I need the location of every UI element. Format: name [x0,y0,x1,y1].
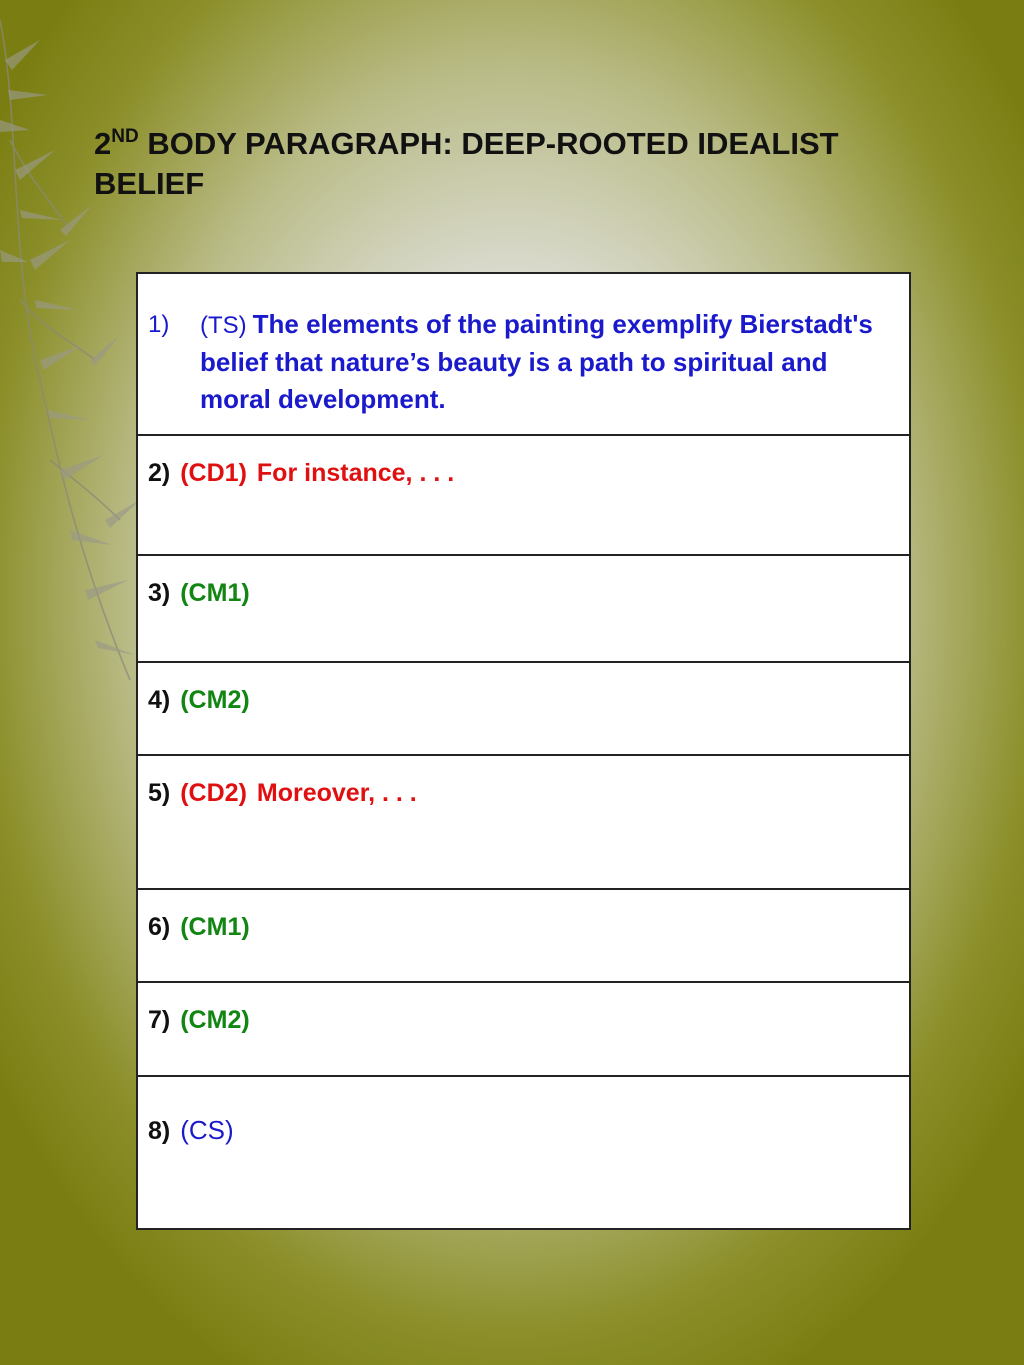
concrete-detail-text: Moreover, . . . [256,779,417,807]
outline-cell-topic [137,273,910,435]
title-text: BODY PARAGRAPH: DEEP-ROOTED IDEALIST BELIEF [94,126,839,201]
row-number: 5) [148,779,171,807]
title-superscript: ND [111,126,139,147]
outline-cell [137,662,910,755]
table-row [137,889,910,982]
title-number: 2 [94,126,112,161]
topic-sentence-tag: (TS) [200,312,247,339]
bamboo-branch-icon [0,0,150,700]
outline-cell [137,982,910,1076]
row-number: 8) [148,1117,171,1145]
table-row [137,982,910,1076]
concluding-sentence-tag: (CS) [180,1115,234,1145]
commentary-tag: (CM1) [180,913,250,941]
row-number: 6) [148,913,171,941]
outline-cell [137,889,910,982]
row-number: 2) [148,459,171,487]
concrete-detail-tag: (CD2) [180,779,247,807]
outline-cell [137,555,910,662]
outline-cell [137,755,910,889]
commentary-tag: (CM2) [180,686,250,714]
row-number: 7) [148,1006,171,1034]
page-title [94,124,954,204]
paragraph-outline-table [136,272,911,1230]
row-number: 1) [148,311,170,338]
row-number: 4) [148,686,171,714]
commentary-tag: (CM2) [180,1006,250,1034]
table-row [137,555,910,662]
commentary-tag: (CM1) [180,579,250,607]
concrete-detail-tag: (CD1) [180,459,247,487]
concrete-detail-text: For instance, . . . [256,459,455,487]
table-row [137,435,910,555]
row-number: 3) [148,579,171,607]
outline-cell [137,435,910,555]
table-row [137,662,910,755]
outline-cell [137,1076,910,1229]
table-row [137,1076,910,1229]
table-row [137,755,910,889]
table-row [137,273,910,435]
topic-sentence-text: The elements of the painting exemplify Bierstadt's belief that nature’s beauty is a path to spiritual and moral development. [200,309,873,414]
